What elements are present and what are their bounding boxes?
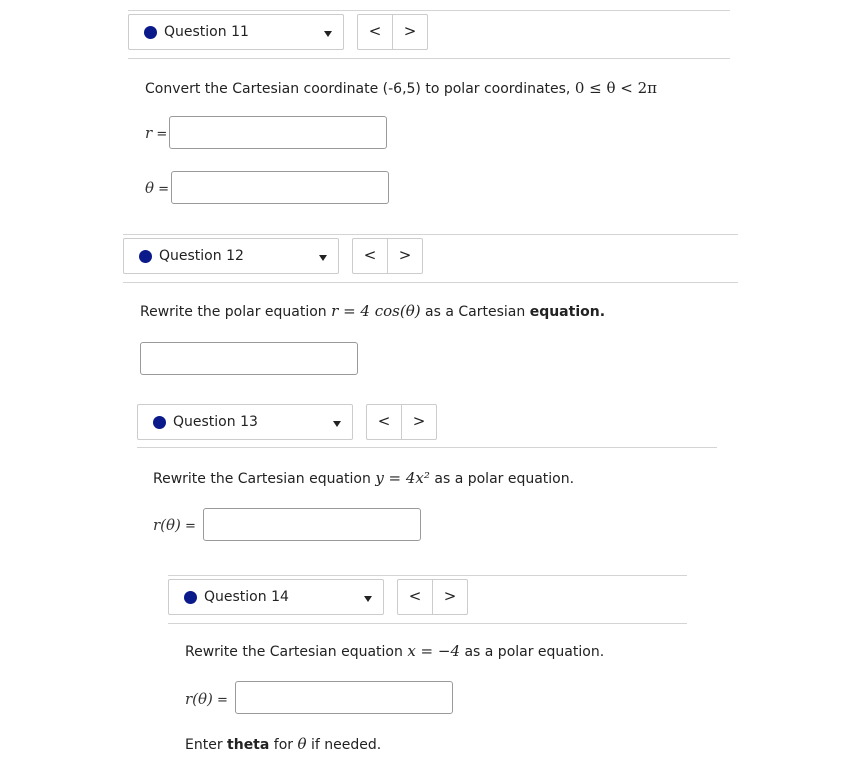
question-12-prompt: Rewrite the polar equation r = 4 cos(θ) as a Cartesian equation. (140, 302, 606, 320)
next-question-button[interactable]: > (401, 404, 437, 440)
r-label: r = (145, 124, 168, 142)
divider-top (123, 234, 738, 235)
polar-answer-input[interactable] (235, 681, 453, 714)
question-11-label: Question 11 (164, 24, 249, 40)
polar-equation: r = 4 cos(θ) (331, 302, 421, 320)
status-dot-icon (144, 26, 157, 39)
question-13-label: Question 13 (173, 414, 258, 430)
prev-question-button[interactable]: < (397, 579, 433, 615)
status-dot-icon (184, 591, 197, 604)
cartesian-equation: y = 4x² (375, 469, 430, 487)
angle-condition: 0 ≤ θ < 2π (574, 79, 658, 97)
cartesian-answer-input[interactable] (140, 342, 358, 375)
r-theta-label: r(θ) = (153, 516, 196, 534)
divider-bottom (168, 623, 687, 624)
theta-input[interactable] (171, 171, 389, 204)
status-dot-icon (153, 416, 166, 429)
divider-top (128, 10, 730, 11)
question-13-selector[interactable] (137, 404, 353, 440)
cartesian-equation: x = −4 (407, 642, 460, 660)
polar-answer-input[interactable] (203, 508, 421, 541)
caret-down-icon (319, 255, 327, 261)
question-14-prompt: Rewrite the Cartesian equation x = −4 as a polar equation. (185, 642, 605, 660)
divider-bottom (128, 58, 730, 59)
prev-question-button[interactable]: < (366, 404, 402, 440)
question-13-block (137, 400, 717, 550)
divider-bottom (123, 282, 738, 283)
prompt-text: Convert the Cartesian coordinate (-6,5) to polar coordinates, (145, 81, 571, 97)
question-12-block (123, 234, 738, 384)
question-14-block (168, 575, 687, 758)
prev-question-button[interactable]: < (357, 14, 393, 50)
question-11-prompt (145, 79, 657, 97)
caret-down-icon (324, 31, 332, 37)
caret-down-icon (364, 596, 372, 602)
status-dot-icon (139, 250, 152, 263)
question-11-selector[interactable] (128, 14, 344, 50)
question-12-selector[interactable] (123, 238, 339, 274)
caret-down-icon (333, 421, 341, 427)
question-13-prompt: Rewrite the Cartesian equation y = 4x² as a polar equation. (153, 469, 575, 487)
prev-question-button[interactable]: < (352, 238, 388, 274)
divider-bottom (137, 447, 717, 448)
divider-top (168, 575, 687, 576)
theta-hint: Enter theta for θ if needed. (185, 735, 382, 753)
next-question-button[interactable]: > (432, 579, 468, 615)
r-theta-label: r(θ) = (185, 690, 228, 708)
question-14-selector[interactable] (168, 579, 384, 615)
next-question-button[interactable]: > (392, 14, 428, 50)
question-14-label: Question 14 (204, 589, 289, 605)
theta-label: θ = (145, 179, 170, 197)
r-input[interactable] (169, 116, 387, 149)
question-11-block (128, 10, 730, 210)
question-12-label: Question 12 (159, 248, 244, 264)
next-question-button[interactable]: > (387, 238, 423, 274)
